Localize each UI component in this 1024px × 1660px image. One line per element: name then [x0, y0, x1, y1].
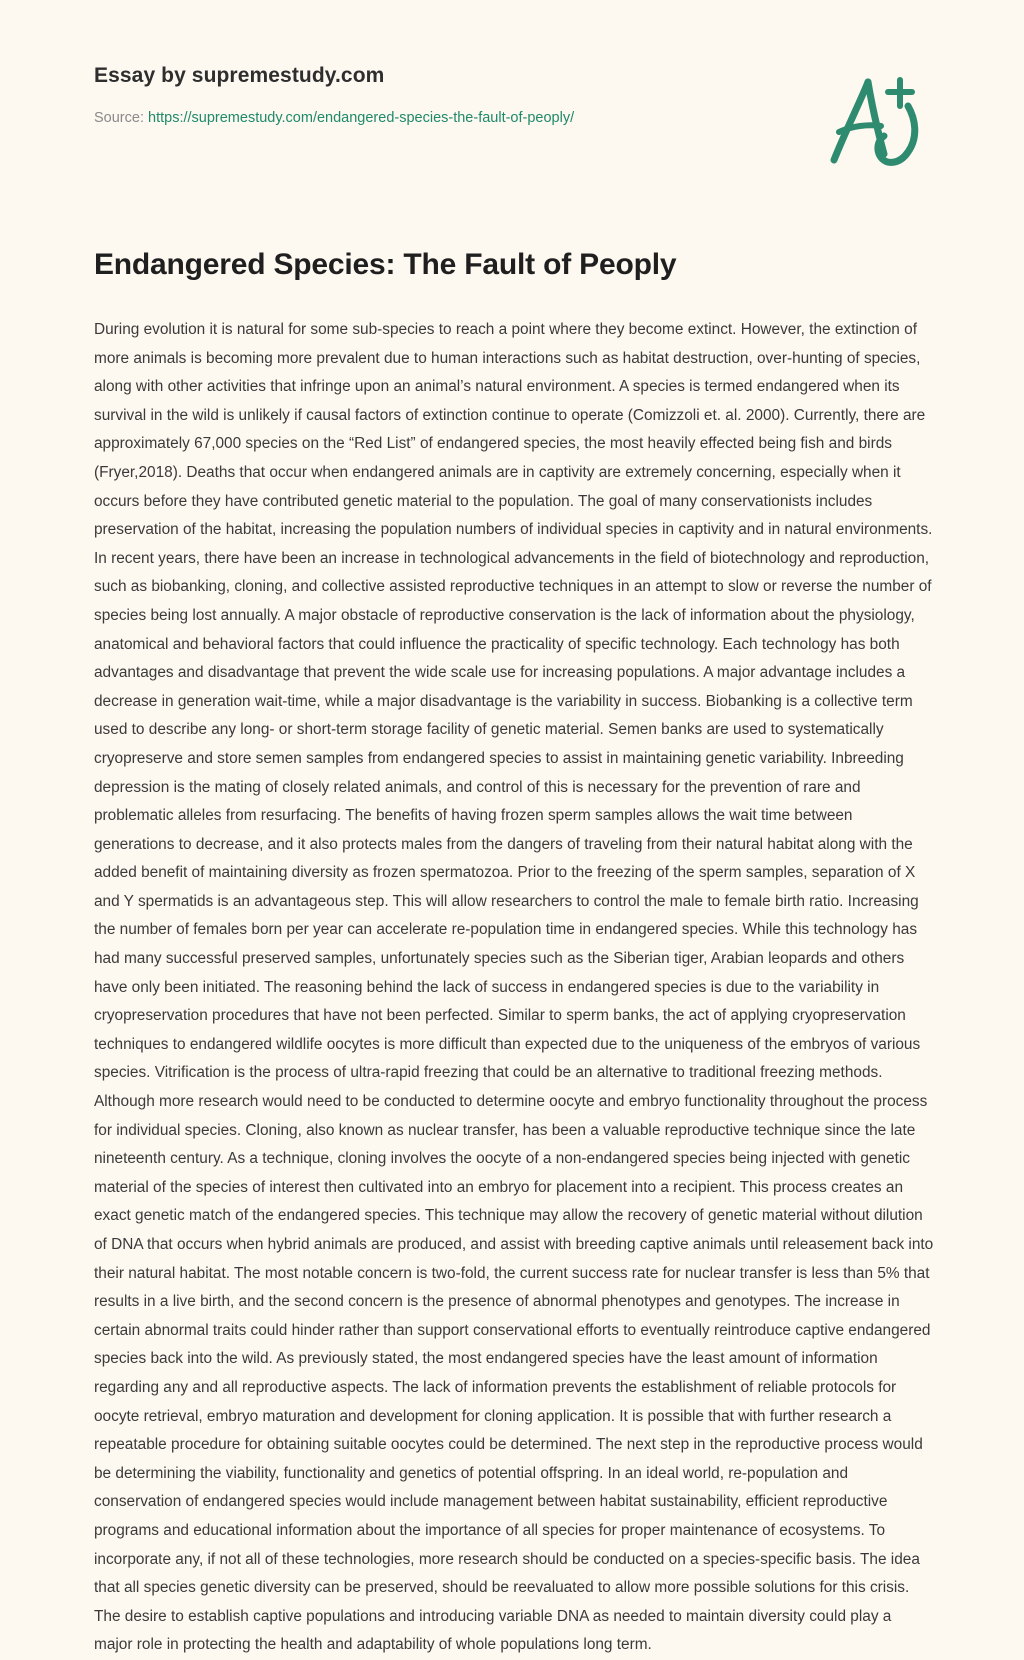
- source-label: Source:: [94, 110, 144, 127]
- a-plus-logo-icon: [812, 68, 932, 176]
- page-title: Endangered Species: The Fault of Peoply: [94, 248, 677, 281]
- brand-title: Essay by supremestudy.com: [94, 64, 385, 87]
- source-line: [94, 108, 930, 128]
- page-header: [94, 62, 930, 129]
- source-url-link[interactable]: https://supremestudy.com/endangered-species-the-fault-of-peoply/: [148, 110, 575, 127]
- essay-body-text: During evolution it is natural for some sub-species to reach a point where they become extinct. However, the extinction of more animals is becoming more prevalent due to human interactions such as habitat destruction, over-hunting of species, along with other activities that infringe upon an animal’s natural environment. A species is termed endangered when its survival in the wild is unlikely if causal factors of extinction continue to operate (Comizzoli et. al. 2000). Currently, there are approximately 67,000 species on the “Red List” of endangered species, the most heavily effected being fish and birds (Fryer,2018). Deaths that occur when endangered animals are in captivity are extremely concerning, especially when it occurs before they have contributed genetic material to the population. The goal of many conservationists includes preservation of the habitat, increasing the population numbers of individual species in captivity and in natural environments. In recent years, there have been an increase in technological advancements in the field of biotechnology and reproduction, such as biobanking, cloning, and collective assisted reproductive techniques in an attempt to slow or reverse the number of species being lost annually. A major obstacle of reproductive conservation is the lack of information about the physiology, anatomical and behavioral factors that could influence the practicality of specific technology. Each technology has both advantages and disadvantage that prevent the wide scale use for increasing populations. A major advantage includes a decrease in generation wait-time, while a major disadvantage is the variability in success. Biobanking is a collective term used to describe any long- or short-term storage facility of genetic material. Semen banks are used to systematically cryopreserve and store semen samples from endangered species to assist in maintaining genetic variability. Inbreeding depression is the mating of closely related animals, and control of this is necessary for the prevention of rare and problematic alleles from resurfacing. The benefits of having frozen sperm samples allows the wait time between generations to decrease, and it also protects males from the dangers of traveling from their natural habitat along with the added benefit of maintaining diversity as frozen spermatozoa. Prior to the freezing of the sperm samples, separation of X and Y spermatids is an advantageous step. This will allow researchers to control the male to female birth ratio. Increasing the number of females born per year can accelerate re-population time in endangered species. While this technology has had many successful preserved samples, unfortunately species such as the Siberian tiger, Arabian leopards and others have only been initiated. The reasoning behind the lack of success in endangered species is due to the variability in cryopreservation procedures that have not been perfected. Similar to sperm banks, the act of applying cryopreservation techniques to endangered wildlife oocytes is more difficult than expected due to the uniqueness of the embryos of various species. Vitrification is the process of ultra-rapid freezing that could be an alternative to traditional freezing methods. Although more research would need to be conducted to determine oocyte and embryo functionality throughout the process for individual species. Cloning, also known as nuclear transfer, has been a valuable reproductive technique since the late nineteenth century. As a technique, cloning involves the oocyte of a non-endangered species being injected with genetic material of the species of interest then cultivated into an embryo for placement into a recipient. This process creates an exact genetic match of the endangered species. This technique may allow the recovery of genetic material without dilution of DNA that occurs when hybrid animals are produced, and assist with breeding captive animals until releasement back into their natural habitat. The most notable concern is two-fold, the current success rate for nuclear transfer is less than 5% that results in a live birth, and the second concern is the presence of abnormal phenotypes and genotypes. The increase in certain abnormal traits could hinder rather than support conservational efforts to eventually reintroduce captive endangered species back into the wild. As previously stated, the most endangered species have the least amount of information regarding any and all reproductive aspects. The lack of information prevents the establishment of reliable protocols for oocyte retrieval, embryo maturation and development for cloning application. It is possible that with further research a repeatable procedure for obtaining suitable oocytes could be determined. The next step in the reproductive process would be determining the viability, functionality and genetics of potential offspring. In an ideal world, re-population and conservation of endangered species would include management between habitat sustainability, efficient reproductive programs and educational information about the importance of all species for proper maintenance of ecosystems. To incorporate any, if not all of these technologies, more research should be conducted on a species-specific basis. The idea that all species genetic diversity can be preserved, should be reevaluated to allow more possible solutions for this crisis. The desire to establish captive populations and introducing variable DNA as needed to maintain diversity could play a major role in protecting the health and adaptability of whole populations long term.: [94, 321, 934, 1654]
